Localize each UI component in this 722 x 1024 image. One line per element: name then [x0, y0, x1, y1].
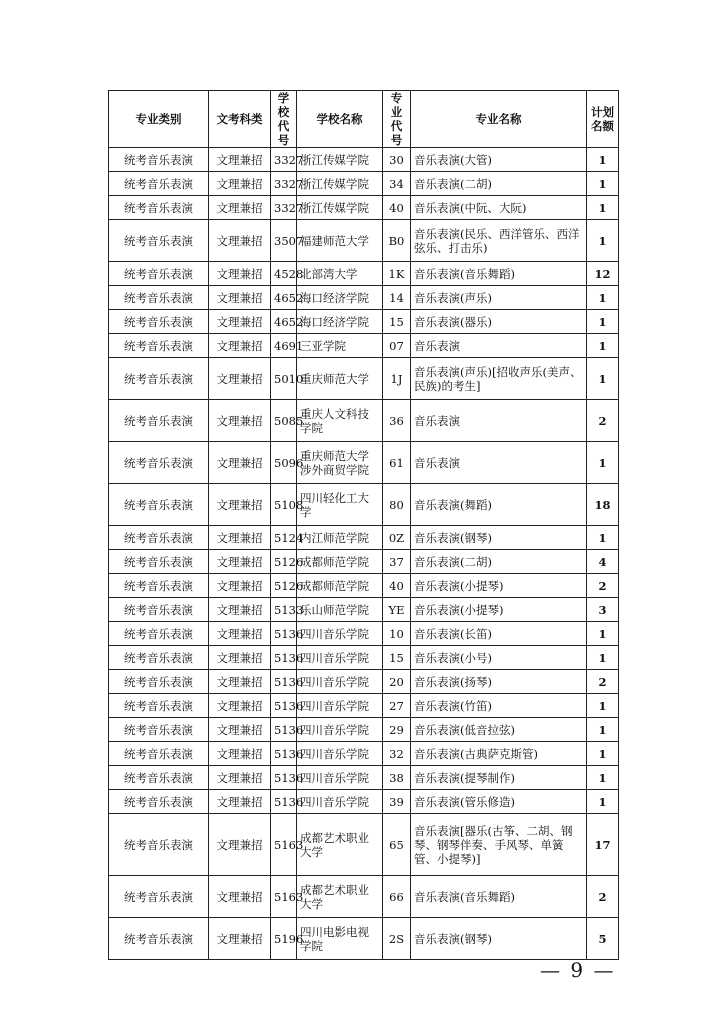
- cell-exam-category: 文理兼招: [209, 766, 271, 790]
- table-row: [109, 622, 619, 646]
- cell-school-name: 四川音乐学院: [297, 646, 383, 670]
- cell-school-code: 5136: [271, 646, 297, 670]
- cell-exam-category: 文理兼招: [209, 598, 271, 622]
- cell-major-name: 音乐表演(长笛): [411, 622, 587, 646]
- header-major-code: 专业代号: [383, 91, 411, 148]
- cell-plan-quota: 18: [587, 484, 619, 526]
- cell-school-name: 成都艺术职业大学: [297, 876, 383, 918]
- cell-exam-category: 文理兼招: [209, 876, 271, 918]
- cell-major-code: 61: [383, 442, 411, 484]
- cell-plan-quota: 1: [587, 148, 619, 172]
- cell-plan-quota: 1: [587, 358, 619, 400]
- cell-school-code: 5108: [271, 484, 297, 526]
- cell-major-category: 统考音乐表演: [109, 484, 209, 526]
- cell-major-code: 10: [383, 622, 411, 646]
- cell-major-name: 音乐表演: [411, 334, 587, 358]
- cell-exam-category: 文理兼招: [209, 670, 271, 694]
- cell-school-name: 重庆人文科技学院: [297, 400, 383, 442]
- cell-major-category: 统考音乐表演: [109, 918, 209, 960]
- cell-school-code: 5163: [271, 814, 297, 876]
- cell-major-name: 音乐表演: [411, 442, 587, 484]
- cell-school-code: 5096: [271, 442, 297, 484]
- cell-school-name: 浙江传媒学院: [297, 148, 383, 172]
- cell-major-category: 统考音乐表演: [109, 172, 209, 196]
- cell-school-code: 5085: [271, 400, 297, 442]
- cell-plan-quota: 1: [587, 718, 619, 742]
- cell-school-name: 成都师范学院: [297, 574, 383, 598]
- cell-school-name: 四川电影电视学院: [297, 918, 383, 960]
- cell-major-code: 2S: [383, 918, 411, 960]
- cell-school-name: 北部湾大学: [297, 262, 383, 286]
- cell-exam-category: 文理兼招: [209, 358, 271, 400]
- cell-major-name: 音乐表演(音乐舞蹈): [411, 262, 587, 286]
- cell-plan-quota: 2: [587, 574, 619, 598]
- table-row: [109, 358, 619, 400]
- table-row: [109, 918, 619, 960]
- cell-major-category: 统考音乐表演: [109, 876, 209, 918]
- cell-major-category: 统考音乐表演: [109, 598, 209, 622]
- cell-major-category: 统考音乐表演: [109, 286, 209, 310]
- cell-school-code: 5126: [271, 574, 297, 598]
- table-row: [109, 148, 619, 172]
- cell-plan-quota: 1: [587, 172, 619, 196]
- cell-school-name: 成都艺术职业大学: [297, 814, 383, 876]
- cell-plan-quota: 2: [587, 876, 619, 918]
- cell-major-code: YE: [383, 598, 411, 622]
- cell-plan-quota: 1: [587, 742, 619, 766]
- cell-plan-quota: 1: [587, 790, 619, 814]
- table-row: [109, 766, 619, 790]
- cell-school-code: 5126: [271, 550, 297, 574]
- cell-major-code: 36: [383, 400, 411, 442]
- header-plan-quota: 计划名额: [587, 91, 619, 148]
- cell-major-name: 音乐表演(声乐): [411, 286, 587, 310]
- cell-school-name: 四川音乐学院: [297, 766, 383, 790]
- table-row: [109, 574, 619, 598]
- cell-school-name: 内江师范学院: [297, 526, 383, 550]
- cell-exam-category: 文理兼招: [209, 334, 271, 358]
- cell-exam-category: 文理兼招: [209, 646, 271, 670]
- header-school-name: 学校名称: [297, 91, 383, 148]
- cell-major-code: 40: [383, 574, 411, 598]
- cell-school-code: 4652: [271, 310, 297, 334]
- cell-plan-quota: 17: [587, 814, 619, 876]
- table-row: [109, 334, 619, 358]
- cell-school-name: 海口经济学院: [297, 310, 383, 334]
- cell-plan-quota: 1: [587, 766, 619, 790]
- table-row: [109, 670, 619, 694]
- header-major-category: 专业类别: [109, 91, 209, 148]
- cell-major-category: 统考音乐表演: [109, 694, 209, 718]
- cell-plan-quota: 3: [587, 598, 619, 622]
- cell-major-category: 统考音乐表演: [109, 646, 209, 670]
- cell-school-code: 5136: [271, 790, 297, 814]
- cell-major-code: 37: [383, 550, 411, 574]
- cell-major-code: 30: [383, 148, 411, 172]
- cell-major-code: 15: [383, 310, 411, 334]
- cell-major-name: 音乐表演(中阮、大阮): [411, 196, 587, 220]
- cell-major-name: 音乐表演(二胡): [411, 550, 587, 574]
- cell-school-name: 乐山师范学院: [297, 598, 383, 622]
- table-row: [109, 196, 619, 220]
- cell-exam-category: 文理兼招: [209, 400, 271, 442]
- cell-plan-quota: 1: [587, 526, 619, 550]
- cell-major-category: 统考音乐表演: [109, 718, 209, 742]
- cell-exam-category: 文理兼招: [209, 196, 271, 220]
- cell-major-category: 统考音乐表演: [109, 550, 209, 574]
- table-body: [109, 148, 619, 960]
- table-row: [109, 876, 619, 918]
- table-row: [109, 814, 619, 876]
- cell-school-code: 3507: [271, 220, 297, 262]
- table-row: [109, 694, 619, 718]
- cell-school-code: 3327: [271, 148, 297, 172]
- cell-major-category: 统考音乐表演: [109, 358, 209, 400]
- cell-plan-quota: 1: [587, 646, 619, 670]
- table-row: [109, 310, 619, 334]
- cell-plan-quota: 5: [587, 918, 619, 960]
- cell-plan-quota: 1: [587, 442, 619, 484]
- table-row: [109, 262, 619, 286]
- cell-major-name: 音乐表演(音乐舞蹈): [411, 876, 587, 918]
- cell-school-code: 5136: [271, 742, 297, 766]
- cell-plan-quota: 1: [587, 220, 619, 262]
- cell-major-code: 15: [383, 646, 411, 670]
- cell-school-name: 四川音乐学院: [297, 790, 383, 814]
- table-row: [109, 172, 619, 196]
- cell-exam-category: 文理兼招: [209, 172, 271, 196]
- cell-plan-quota: 1: [587, 694, 619, 718]
- cell-exam-category: 文理兼招: [209, 814, 271, 876]
- cell-school-name: 四川音乐学院: [297, 622, 383, 646]
- cell-major-name: 音乐表演(器乐): [411, 310, 587, 334]
- cell-major-name: 音乐表演(小号): [411, 646, 587, 670]
- cell-plan-quota: 1: [587, 622, 619, 646]
- table-row: [109, 526, 619, 550]
- cell-exam-category: 文理兼招: [209, 220, 271, 262]
- cell-major-category: 统考音乐表演: [109, 442, 209, 484]
- cell-exam-category: 文理兼招: [209, 790, 271, 814]
- cell-exam-category: 文理兼招: [209, 574, 271, 598]
- cell-major-category: 统考音乐表演: [109, 526, 209, 550]
- cell-plan-quota: 2: [587, 670, 619, 694]
- cell-school-code: 4691: [271, 334, 297, 358]
- cell-major-category: 统考音乐表演: [109, 220, 209, 262]
- cell-major-category: 统考音乐表演: [109, 766, 209, 790]
- cell-school-name: 重庆师范大学: [297, 358, 383, 400]
- cell-major-category: 统考音乐表演: [109, 148, 209, 172]
- cell-school-code: 5133: [271, 598, 297, 622]
- cell-major-category: 统考音乐表演: [109, 742, 209, 766]
- cell-school-code: 4652: [271, 286, 297, 310]
- cell-school-name: 成都师范学院: [297, 550, 383, 574]
- table-row: [109, 442, 619, 484]
- cell-exam-category: 文理兼招: [209, 442, 271, 484]
- cell-major-code: 07: [383, 334, 411, 358]
- cell-major-name: 音乐表演(小提琴): [411, 598, 587, 622]
- cell-school-name: 四川轻化工大学: [297, 484, 383, 526]
- cell-major-code: 14: [383, 286, 411, 310]
- cell-school-name: 四川音乐学院: [297, 718, 383, 742]
- cell-school-code: 3327: [271, 196, 297, 220]
- cell-exam-category: 文理兼招: [209, 148, 271, 172]
- cell-plan-quota: 4: [587, 550, 619, 574]
- cell-major-category: 统考音乐表演: [109, 310, 209, 334]
- cell-major-code: 1K: [383, 262, 411, 286]
- cell-major-name: 音乐表演(管乐修造): [411, 790, 587, 814]
- table-row: [109, 400, 619, 442]
- cell-major-code: 65: [383, 814, 411, 876]
- cell-school-code: 5136: [271, 718, 297, 742]
- cell-major-code: 34: [383, 172, 411, 196]
- table-row: [109, 286, 619, 310]
- cell-school-code: 5124: [271, 526, 297, 550]
- cell-school-code: 3327: [271, 172, 297, 196]
- cell-major-category: 统考音乐表演: [109, 196, 209, 220]
- cell-school-code: 5010: [271, 358, 297, 400]
- cell-exam-category: 文理兼招: [209, 742, 271, 766]
- table-row: [109, 484, 619, 526]
- cell-major-name: 音乐表演(竹笛): [411, 694, 587, 718]
- header-major-name: 专业名称: [411, 91, 587, 148]
- table-row: [109, 598, 619, 622]
- cell-major-code: 66: [383, 876, 411, 918]
- cell-school-code: 5196: [271, 918, 297, 960]
- cell-school-name: 四川音乐学院: [297, 694, 383, 718]
- cell-major-name: 音乐表演(提琴制作): [411, 766, 587, 790]
- cell-major-name: 音乐表演(二胡): [411, 172, 587, 196]
- cell-major-name: 音乐表演(舞蹈): [411, 484, 587, 526]
- cell-exam-category: 文理兼招: [209, 484, 271, 526]
- cell-major-category: 统考音乐表演: [109, 670, 209, 694]
- cell-major-code: 38: [383, 766, 411, 790]
- cell-exam-category: 文理兼招: [209, 918, 271, 960]
- admission-plan-table: [108, 90, 619, 960]
- cell-major-name: 音乐表演(低音拉弦): [411, 718, 587, 742]
- cell-school-code: 5163: [271, 876, 297, 918]
- cell-major-category: 统考音乐表演: [109, 790, 209, 814]
- header-school-code: 学校代号: [271, 91, 297, 148]
- cell-major-name: 音乐表演(钢琴): [411, 918, 587, 960]
- cell-major-category: 统考音乐表演: [109, 814, 209, 876]
- cell-plan-quota: 1: [587, 334, 619, 358]
- cell-major-category: 统考音乐表演: [109, 574, 209, 598]
- cell-major-code: B0: [383, 220, 411, 262]
- cell-exam-category: 文理兼招: [209, 526, 271, 550]
- cell-school-code: 5136: [271, 622, 297, 646]
- cell-plan-quota: 12: [587, 262, 619, 286]
- cell-major-name: 音乐表演(钢琴): [411, 526, 587, 550]
- cell-plan-quota: 1: [587, 310, 619, 334]
- cell-exam-category: 文理兼招: [209, 310, 271, 334]
- cell-major-code: 39: [383, 790, 411, 814]
- cell-plan-quota: 2: [587, 400, 619, 442]
- cell-school-name: 四川音乐学院: [297, 742, 383, 766]
- cell-school-name: 浙江传媒学院: [297, 196, 383, 220]
- cell-school-name: 福建师范大学: [297, 220, 383, 262]
- cell-major-code: 0Z: [383, 526, 411, 550]
- cell-exam-category: 文理兼招: [209, 262, 271, 286]
- cell-major-code: 80: [383, 484, 411, 526]
- cell-exam-category: 文理兼招: [209, 286, 271, 310]
- cell-major-category: 统考音乐表演: [109, 334, 209, 358]
- table-row: [109, 718, 619, 742]
- cell-school-name: 三亚学院: [297, 334, 383, 358]
- table-row: [109, 220, 619, 262]
- header-exam-category: 文考科类: [209, 91, 271, 148]
- cell-major-code: 40: [383, 196, 411, 220]
- cell-major-category: 统考音乐表演: [109, 262, 209, 286]
- cell-major-code: 27: [383, 694, 411, 718]
- page-number: — 9 —: [540, 958, 616, 982]
- cell-major-name: 音乐表演(声乐)[招收声乐(美声、民族)的考生]: [411, 358, 587, 400]
- cell-major-code: 1J: [383, 358, 411, 400]
- cell-plan-quota: 1: [587, 196, 619, 220]
- cell-school-name: 重庆师范大学涉外商贸学院: [297, 442, 383, 484]
- cell-major-name: 音乐表演[器乐(古筝、二胡、钢琴、钢琴伴奏、手风琴、单簧管、小提琴)]: [411, 814, 587, 876]
- table-row: [109, 790, 619, 814]
- cell-major-name: 音乐表演: [411, 400, 587, 442]
- table-header-row: [109, 91, 619, 148]
- table-row: [109, 742, 619, 766]
- cell-major-name: 音乐表演(大管): [411, 148, 587, 172]
- cell-major-code: 29: [383, 718, 411, 742]
- cell-school-code: 5136: [271, 694, 297, 718]
- cell-school-code: 5136: [271, 670, 297, 694]
- cell-exam-category: 文理兼招: [209, 718, 271, 742]
- table-row: [109, 550, 619, 574]
- cell-major-name: 音乐表演(古典萨克斯管): [411, 742, 587, 766]
- cell-major-name: 音乐表演(小提琴): [411, 574, 587, 598]
- cell-school-name: 四川音乐学院: [297, 670, 383, 694]
- cell-school-name: 浙江传媒学院: [297, 172, 383, 196]
- cell-major-category: 统考音乐表演: [109, 400, 209, 442]
- cell-exam-category: 文理兼招: [209, 550, 271, 574]
- cell-plan-quota: 1: [587, 286, 619, 310]
- cell-major-code: 32: [383, 742, 411, 766]
- cell-school-code: 4528: [271, 262, 297, 286]
- table-row: [109, 646, 619, 670]
- cell-exam-category: 文理兼招: [209, 694, 271, 718]
- cell-school-name: 海口经济学院: [297, 286, 383, 310]
- cell-major-code: 20: [383, 670, 411, 694]
- cell-school-code: 5136: [271, 766, 297, 790]
- cell-major-category: 统考音乐表演: [109, 622, 209, 646]
- cell-major-name: 音乐表演(扬琴): [411, 670, 587, 694]
- cell-exam-category: 文理兼招: [209, 622, 271, 646]
- cell-major-name: 音乐表演(民乐、西洋管乐、西洋弦乐、打击乐): [411, 220, 587, 262]
